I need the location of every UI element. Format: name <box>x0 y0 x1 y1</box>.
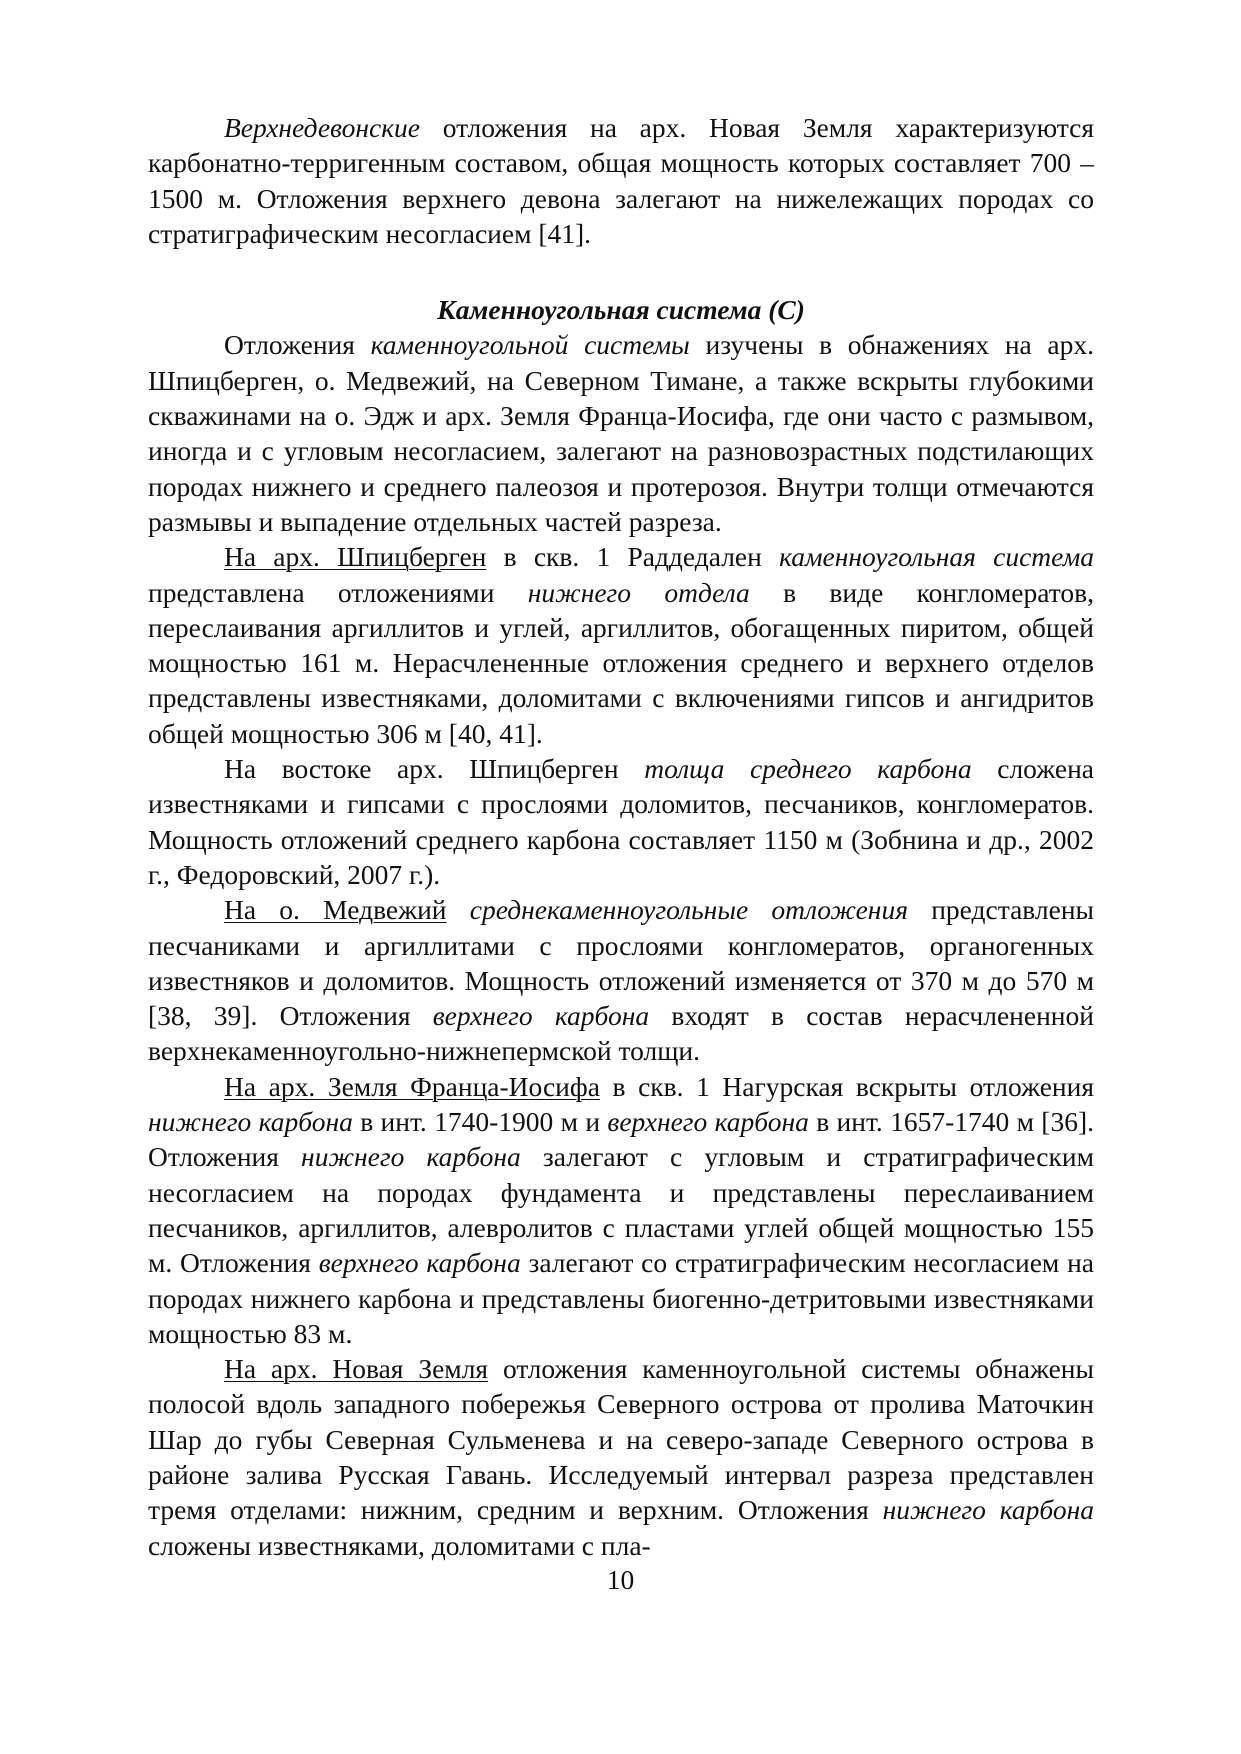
underlined-region-label: На арх. Новая Земля <box>224 1353 489 1385</box>
text-segment: сложена известняками и гипсами с прослоями доломитов, песчаников, конгломератов. Мощность отложений среднего карбона составляет 1150 м (Зобнина и др., 2002 г., Федоровский, 2007 г.). <box>148 753 1095 890</box>
text-segment: Отложения <box>224 329 371 361</box>
text-segment: верхнего карбона <box>318 1247 521 1279</box>
text-segment: входят в состав нерасчлененной верхнекаменноугольно-нижнепермской толщи. <box>148 1000 1094 1067</box>
underlined-region-label: На о. Медвежий <box>224 894 447 926</box>
text-segment: Верхнедевонские <box>224 112 421 143</box>
text-segment <box>447 894 470 925</box>
text-segment: залегают с угловым и стратиграфическим несогласием на породах фундамента и представлены переслаиванием песчаников, аргиллитов, алевролитов с пластами углей общей мощностью 155 м. Отложения <box>148 1141 1094 1279</box>
text-segment: в скв. 1 Нагурская вскрыты отложения <box>599 1070 1095 1102</box>
paragraph-bear-island <box>148 892 1094 1068</box>
text-segment: На востоке арх. Шпицберген <box>224 753 645 785</box>
text-segment: верхнего карбона <box>607 1106 809 1138</box>
text-segment: нижнего карбона <box>882 1494 1094 1526</box>
text-segment: в инт. 1740-1900 м и <box>352 1106 608 1138</box>
text-segment: отложения каменноугольной системы обнажены полосой вдоль западного побережья Северного острова от пролива Маточкин Шар до губы Северная Сульменева и на северо-западе Северного острова в районе залива Русская Гавань. Исследуемый интервал разреза представлен тремя отделами: нижним, средним и верхним. Отложения <box>148 1353 1094 1526</box>
paragraph-carboniferous-intro <box>148 327 1094 539</box>
underlined-region-label: На арх. Шпицберген <box>224 541 487 573</box>
paragraph-east-spitsbergen <box>148 751 1094 892</box>
paragraph-novaya-zemlya <box>148 1351 1094 1563</box>
text-segment: каменноугольной системы <box>370 329 690 361</box>
text-segment: в скв. 1 Раддедален <box>486 541 780 573</box>
text-segment: сложены известняками, доломитами с пла- <box>148 1529 651 1561</box>
text-segment: представлена отложениями <box>148 576 528 608</box>
text-segment: отложения на арх. Новая Земля характеризуются карбонатно-терригенным составом, общая мощность которых составляет 700 – 1500 м. Отложения верхнего девона залегают на нижележащих породах со стратиграфическим несогласием [41]. <box>148 112 1094 249</box>
underlined-region-label: На арх. Земля Франца-Иосифа <box>224 1070 600 1102</box>
text-segment: каменноугольная система <box>779 541 1094 573</box>
text-segment: залегают со стратиграфическим несогласием на породах нижнего карбона и представлены биогенно-детритовыми известняками мощностью 83 м. <box>148 1247 1095 1349</box>
document-page <box>148 110 1094 1563</box>
text-segment: нижнего отдела <box>527 576 750 608</box>
text-segment: в инт. 1657-1740 м [36]. Отложения <box>148 1106 1095 1173</box>
text-segment: среднекаменноугольные отложения <box>469 894 908 926</box>
page-number: 10 <box>606 1564 635 1595</box>
text-segment: изучены в обнажениях на арх. Шпицберген, о. Медвежий, на Северном Тимане, а также вскрыты глубокими скважинами на о. Эдж и арх. Земля Франца-Иосифа, где они часто с размывом, иногда и с угловым несогласием, залегают на разновозрастных подстилающих породах нижнего и среднего палеозоя и протерозоя. Внутри толщи отмечаются размывы и выпадение отдельных частей разреза. <box>148 329 1094 537</box>
text-segment: верхнего карбона <box>432 1000 650 1032</box>
text-segment: представлены песчаниками и аргиллитами с прослоями конгломератов, органогенных известняков и доломитов. Мощность отложений изменяется от 370 м до 570 м [38, 39]. Отложения <box>148 894 1095 1032</box>
section-heading: Каменноугольная система (С) <box>437 294 805 326</box>
text-segment: в виде конгломератов, переслаивания аргиллитов и углей, аргиллитов, обогащенных пиритом, общей мощностью 161 м. Нерасчлененные отложения среднего и верхнего отделов представлены известняками, доломитами с включениями гипсов и ангидритов общей мощностью 306 м [40, 41]. <box>148 576 1094 749</box>
text-segment: нижнего карбона <box>148 1106 353 1138</box>
text-segment: нижнего карбона <box>301 1141 521 1173</box>
text-segment: толща среднего карбона <box>644 753 972 785</box>
paragraph-spitsbergen <box>148 539 1094 751</box>
paragraph-upper-devonian <box>148 110 1094 251</box>
paragraph-franz-josef-land <box>148 1069 1094 1351</box>
